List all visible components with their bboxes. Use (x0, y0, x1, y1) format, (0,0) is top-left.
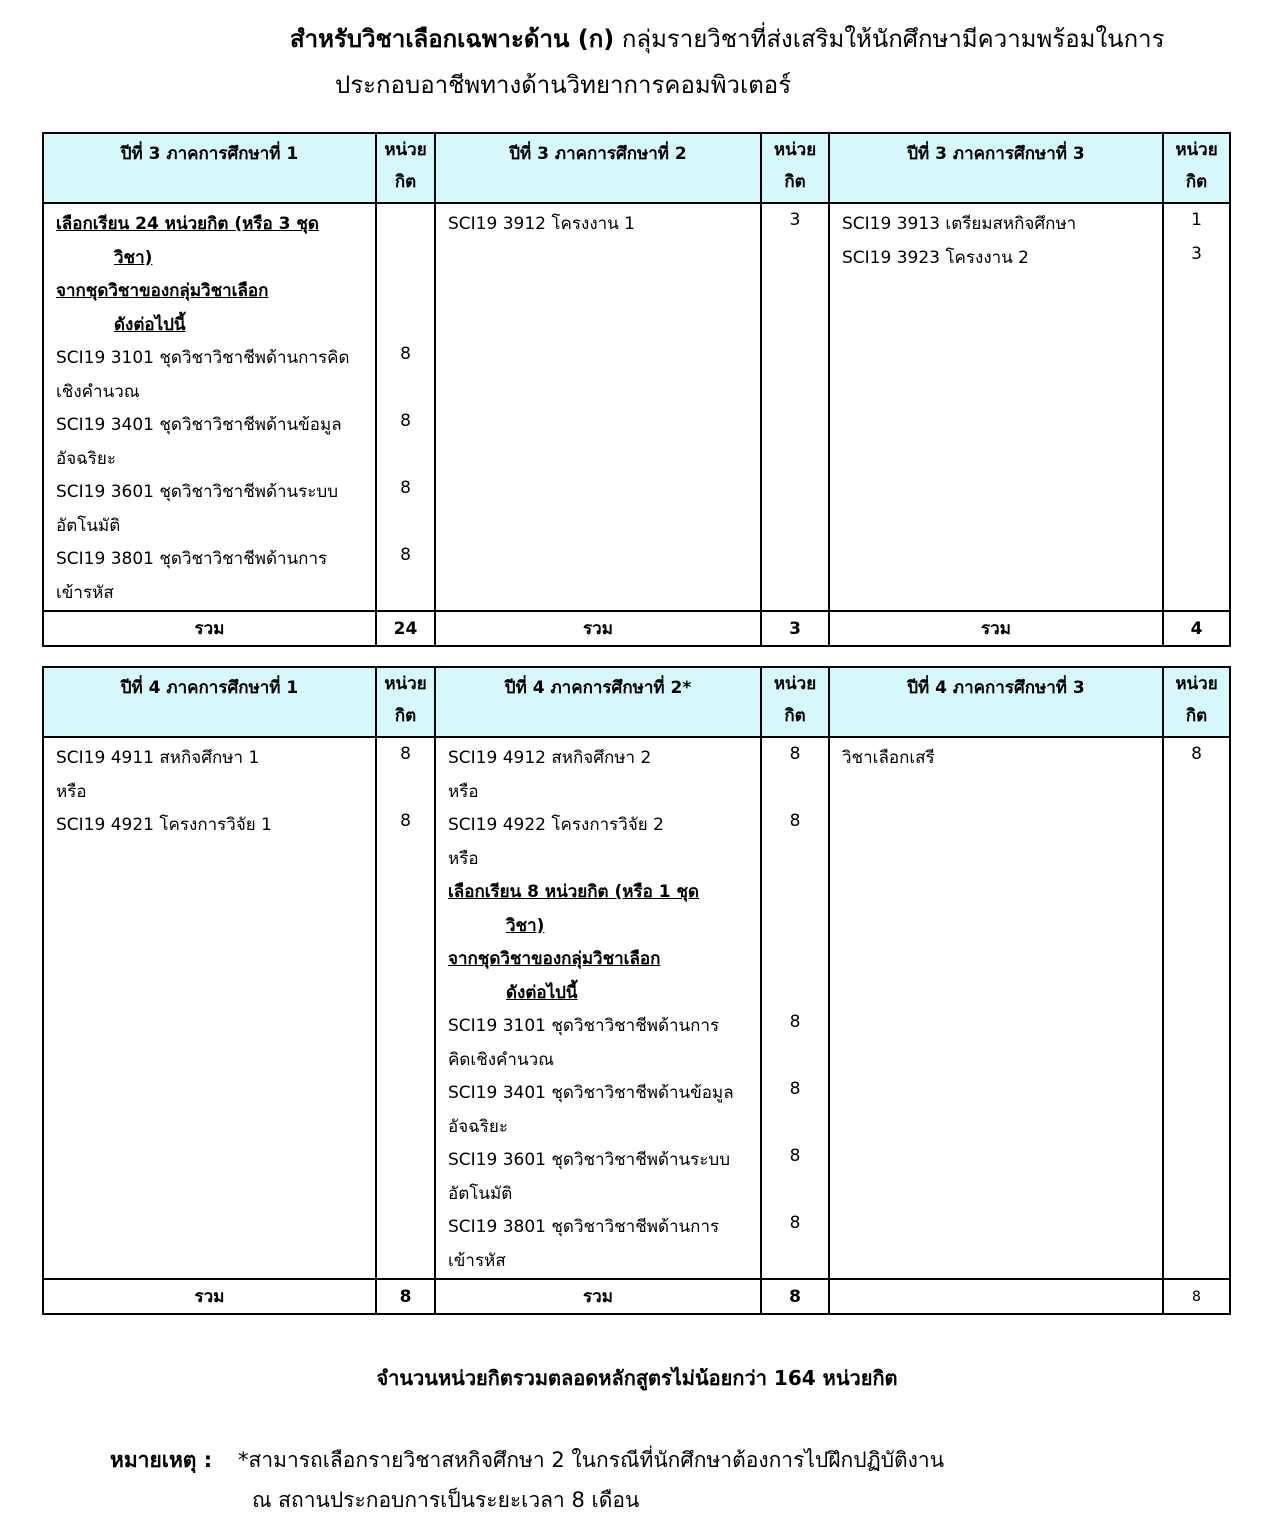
y3s3-header: ปีที่ 3 ภาคการศึกษาที่ 3 (829, 133, 1163, 203)
or-text: หรือ (448, 848, 479, 869)
course-name: SCI19 3601 ชุดวิชาวิชาชีพด้านระบบ (56, 482, 339, 502)
total-label: รวม (43, 611, 376, 646)
heading-bold: สำหรับวิชาเลือกเฉพาะด้าน (ก) (290, 25, 615, 53)
y3s1-total: 24 (376, 611, 435, 646)
unit-header: หน่วย กิต (761, 133, 829, 203)
or-text: หรือ (448, 781, 479, 802)
choose-instruction: เลือกเรียน 8 หน่วยกิต (หรือ 1 ชุด (448, 882, 700, 902)
course-name: SCI19 3801 ชุดวิชาวิชาชีพด้านการ (448, 1217, 720, 1237)
course-name: SCI19 4912 สหกิจศึกษา 2 (448, 748, 652, 768)
unit-header: หน่วย กิต (376, 133, 435, 203)
unit-header: หน่วย กิต (761, 667, 829, 737)
course-name: SCI19 3401 ชุดวิชาวิชาชีพด้านข้อมูล (56, 415, 342, 435)
y4s1-total: 8 (376, 1279, 435, 1314)
y4s3-units: 8 (1163, 737, 1230, 1279)
y3s3-total: 4 (1163, 611, 1230, 646)
y3s3-courses (829, 203, 1163, 611)
y4s3-total: 8 (1163, 1279, 1230, 1314)
course-name: SCI19 3601 ชุดวิชาวิชาชีพด้านระบบ (448, 1150, 731, 1170)
or-text: หรือ (56, 781, 87, 802)
course-name: SCI19 3801 ชุดวิชาวิชาชีพด้านการ (56, 549, 328, 569)
note-line-1: *สามารถเลือกรายวิชาสหกิจศึกษา 2 ในกรณีที่นักศึกษาต้องการไปฝึกปฏิบัติงาน (238, 1448, 945, 1472)
total-label: รวม (829, 611, 1163, 646)
y3s3-units: 1 3 (1163, 203, 1230, 611)
y4s1-units: 8 8 (376, 737, 435, 1279)
y4s3-courses (829, 737, 1163, 1279)
total-label: รวม (435, 1279, 761, 1314)
course-name: SCI19 4911 สหกิจศึกษา 1 (56, 748, 260, 768)
unit-header: หน่วย กิต (1163, 133, 1230, 203)
heading-line-2: ประกอบอาชีพทางด้านวิทยาการคอมพิวเตอร์ (335, 71, 792, 99)
total-label: รวม (435, 611, 761, 646)
unit-header: หน่วย กิต (376, 667, 435, 737)
y3s2-courses (435, 203, 761, 611)
y3s2-header: ปีที่ 3 ภาคการศึกษาที่ 2 (435, 133, 761, 203)
course-name: SCI19 3101 ชุดวิชาวิชาชีพด้านการคิด (56, 348, 350, 368)
note-label: หมายเหตุ : (110, 1448, 213, 1472)
total-label: รวม (43, 1279, 376, 1314)
year4-table (42, 666, 1231, 1315)
empty-total-label (829, 1279, 1163, 1314)
y3s1-units: 8 8 8 8 (376, 203, 435, 611)
course-name: SCI19 3101 ชุดวิชาวิชาชีพด้านการ (448, 1016, 720, 1036)
total-credits-summary: จำนวนหน่วยกิตรวมตลอดหลักสูตรไม่น้อยกว่า 164 หน่วยกิต (376, 1366, 898, 1390)
heading-line-1 (290, 24, 1164, 54)
note (110, 1440, 944, 1520)
year3-table (42, 132, 1231, 647)
y4s3-header: ปีที่ 4 ภาคการศึกษาที่ 3 (829, 667, 1163, 737)
y3s2-total: 3 (761, 611, 829, 646)
y4s1-courses (43, 737, 376, 1279)
course-name: SCI19 3913 เตรียมสหกิจศึกษา (842, 214, 1077, 234)
course-name: SCI19 3923 โครงงาน 2 (842, 247, 1029, 268)
course-name: SCI19 3401 ชุดวิชาวิชาชีพด้านข้อมูล (448, 1083, 734, 1103)
choose-instruction: เลือกเรียน 24 หน่วยกิต (หรือ 3 ชุด (56, 214, 319, 234)
course-name: SCI19 4922 โครงการวิจัย 2 (448, 815, 664, 835)
y3s1-courses: เลือกเรียน 24 หน่วยกิต (หรือ 3 ชุด วิชา) จากชุดวิชาของกลุ่มวิชาเลือก ดังต่อไปนี้ SCI19 3101 ชุดวิชาวิชาชีพด้านการคิด เชิงคำนวณ SCI19 3401 ชุดวิชาวิชาชีพด้านข้อมูล อัจฉริยะ SCI19 3601 ชุดวิชาวิชาชีพด้านระบบ อัตโนมัติ SCI19 3801 ชุดวิชาวิชาชีพด้านการ เข้ารหัส (43, 203, 376, 611)
y4s2-total: 8 (761, 1279, 829, 1314)
y4s2-units: 8 8 8 8 8 8 (761, 737, 829, 1279)
y4s1-header: ปีที่ 4 ภาคการศึกษาที่ 1 (43, 667, 376, 737)
unit-header: หน่วย กิต (1163, 667, 1230, 737)
note-line-2: ณ สถานประกอบการเป็นระยะเวลา 8 เดือน (252, 1488, 640, 1512)
y4s2-header: ปีที่ 4 ภาคการศึกษาที่ 2* (435, 667, 761, 737)
y3s2-units: 3 (761, 203, 829, 611)
course-name: SCI19 3912 โครงงาน 1 (448, 214, 635, 234)
y3s1-header: ปีที่ 3 ภาคการศึกษาที่ 1 (43, 133, 376, 203)
heading-rest: กลุ่มรายวิชาที่ส่งเสริมให้นักศึกษามีความพร้อมในการ (614, 25, 1165, 53)
course-name: SCI19 4921 โครงการวิจัย 1 (56, 815, 272, 835)
y4s2-courses: SCI19 4912 สหกิจศึกษา 2 หรือ SCI19 4922 โครงการวิจัย 2 หรือ เลือกเรียน 8 หน่วยกิต (หรือ 1 ชุด วิชา) จากชุดวิชาของกลุ่มวิชาเลือก ดังต่อไปนี้ SCI19 3101 ชุดวิชาวิชาชีพด้านการ คิดเชิงคำนวณ SCI19 3401 ชุดวิชาวิชาชีพด้านข้อมูล อัจฉริยะ SCI19 3601 ชุดวิชาวิชาชีพด้านระบบ อัตโนมัติ SCI19 3801 ชุดวิชาวิชาชีพด้านการ เข้ารหัส (435, 737, 761, 1279)
course-name: วิชาเลือกเสรี (842, 748, 935, 768)
